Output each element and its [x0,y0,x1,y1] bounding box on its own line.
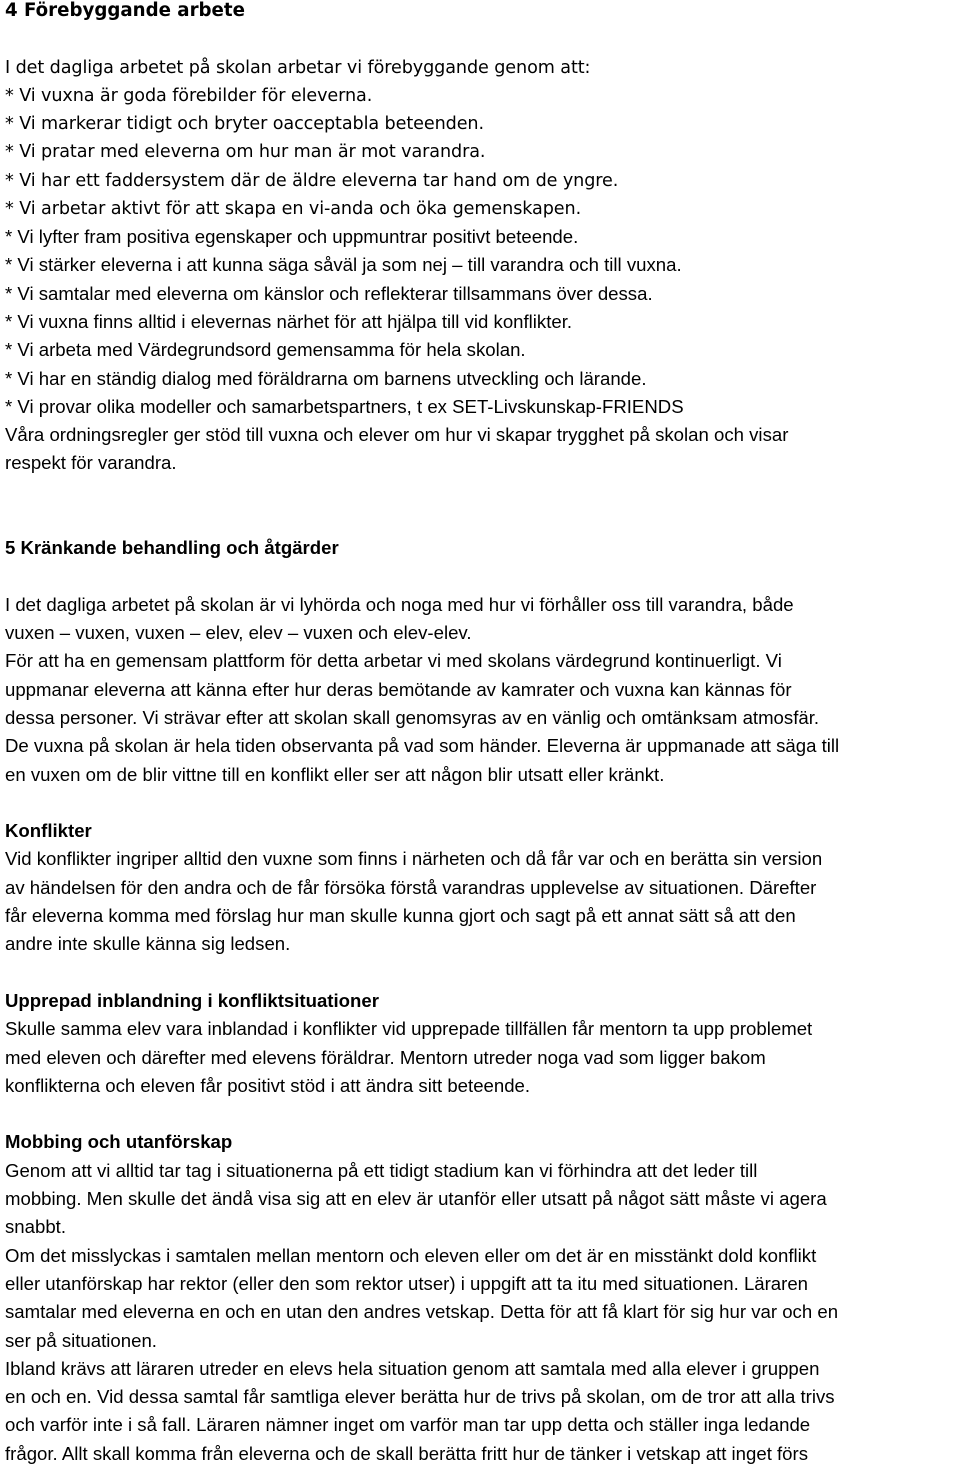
section-4-closing: Våra ordningsregler ger stöd till vuxna och elever om hur vi skapar trygghet på skolan och visar [5,424,789,445]
upprepad-heading: Upprepad inblandning i konfliktsituationer [5,990,379,1011]
konflikter-heading: Konflikter [5,820,92,841]
list-item: * Vi har ett faddersystem där de äldre eleverna tar hand om de yngre. [5,171,619,191]
paragraph-line: Om det misslyckas i samtalen mellan mentorn och eleven eller om det är en misstänkt dold konflikt [5,1245,817,1266]
list-item: * Vi markerar tidigt och bryter oacceptabla beteenden. [5,114,484,134]
paragraph-line: av händelsen för den andra och de får försöka förstå varandras upplevelse av situationen. Därefter [5,877,817,898]
paragraph-line: eller utanförskap har rektor (eller den som rektor utser) i uppgift att ta itu med situationen. Läraren [5,1273,809,1294]
list-item: * Vi samtalar med eleverna om känslor och reflekterar tillsammans över dessa. [5,283,653,304]
paragraph-line: frågor. Allt skall komma från eleverna och de skall berätta fritt hur de tänker i vetskap att inget förs [5,1443,809,1464]
list-item: * Vi stärker eleverna i att kunna säga såväl ja som nej – till varandra och till vuxna. [5,254,682,275]
paragraph-line: en vuxen om de blir vittne till en konflikt eller ser att någon blir utsatt eller kränkt. [5,764,665,785]
list-item: * Vi vuxna är goda förebilder för eleverna. [5,86,373,106]
paragraph-line: mobbing. Men skulle det ändå visa sig att en elev är utanför eller utsatt på något sätt måste vi agera [5,1188,827,1209]
paragraph-line: Skulle samma elev vara inblandad i konflikter vid upprepade tillfällen får mentorn ta upp problemet [5,1018,813,1039]
list-item: * Vi vuxna finns alltid i elevernas närhet för att hjälpa till vid konflikter. [5,311,573,332]
paragraph-line: samtalar med eleverna en och en utan den andres vetskap. Detta för att få klart för sig hur var och en [5,1301,839,1322]
paragraph-line: med eleven och därefter med elevens föräldrar. Mentorn utreder noga vad som ligger bakom [5,1047,766,1068]
list-item: * Vi arbeta med Värdegrundsord gemensamma för hela skolan. [5,339,526,360]
paragraph-line: I det dagliga arbetet på skolan är vi lyhörda och noga med hur vi förhåller oss till varandra, både [5,594,794,615]
paragraph-line: vuxen – vuxen, vuxen – elev, elev – vuxen och elev-elev. [5,622,472,643]
paragraph-line: Vid konflikter ingriper alltid den vuxne som finns i närheten och då får var och en berätta sin version [5,848,823,869]
paragraph-line: snabbt. [5,1216,66,1237]
section-5-heading: 5 Kränkande behandling och åtgärder [5,537,339,558]
section-4-closing: respekt för varandra. [5,452,177,473]
paragraph-line: andre inte skulle känna sig ledsen. [5,933,291,954]
list-item: * Vi pratar med eleverna om hur man är mot varandra. [5,142,486,162]
paragraph-line: får eleverna komma med förslag hur man skulle kunna gjort och sagt på ett annat sätt så att den [5,905,796,926]
paragraph-line: Genom att vi alltid tar tag i situationerna på ett tidigt stadium kan vi förhindra att det leder till [5,1160,758,1181]
paragraph-line: uppmanar eleverna att känna efter hur deras bemötande av kamrater och vuxna kan kännas för [5,679,792,700]
paragraph-line: De vuxna på skolan är hela tiden observanta på vad som händer. Eleverna är uppmanade att säga till [5,735,840,756]
list-item: * Vi har en ständig dialog med föräldrarna om barnens utveckling och lärande. [5,368,647,389]
mobbing-heading: Mobbing och utanförskap [5,1131,233,1152]
list-item: * Vi provar olika modeller och samarbetspartners, t ex SET-Livskunskap-FRIENDS [5,396,684,417]
paragraph-line: konflikterna och eleven får positivt stöd i att ändra sitt beteende. [5,1075,531,1096]
paragraph-line: För att ha en gemensam plattform för detta arbetar vi med skolans värdegrund kontinuerligt. Vi [5,650,782,671]
section-4-heading: 4 Förebyggande arbete [5,0,245,21]
paragraph-line: Ibland krävs att läraren utreder en elevs hela situation genom att samtala med alla elever i gruppen [5,1358,820,1379]
paragraph-line: ser på situationen. [5,1330,157,1351]
paragraph-line: en och en. Vid dessa samtal får samtliga elever berätta hur de trivs på skolan, om de tror att alla trivs [5,1386,835,1407]
paragraph-line: och varför inte i så fall. Läraren nämner inget om varför man tar upp detta och ställer inga ledande [5,1414,811,1435]
list-item: * Vi arbetar aktivt för att skapa en vi-anda och öka gemenskapen. [5,199,582,219]
section-4-intro: I det dagliga arbetet på skolan arbetar vi förebyggande genom att: [5,58,591,78]
list-item: * Vi lyfter fram positiva egenskaper och uppmuntrar positivt beteende. [5,226,579,247]
paragraph-line: dessa personer. Vi strävar efter att skolan skall genomsyras av en vänlig och omtänksam atmosfär. [5,707,820,728]
